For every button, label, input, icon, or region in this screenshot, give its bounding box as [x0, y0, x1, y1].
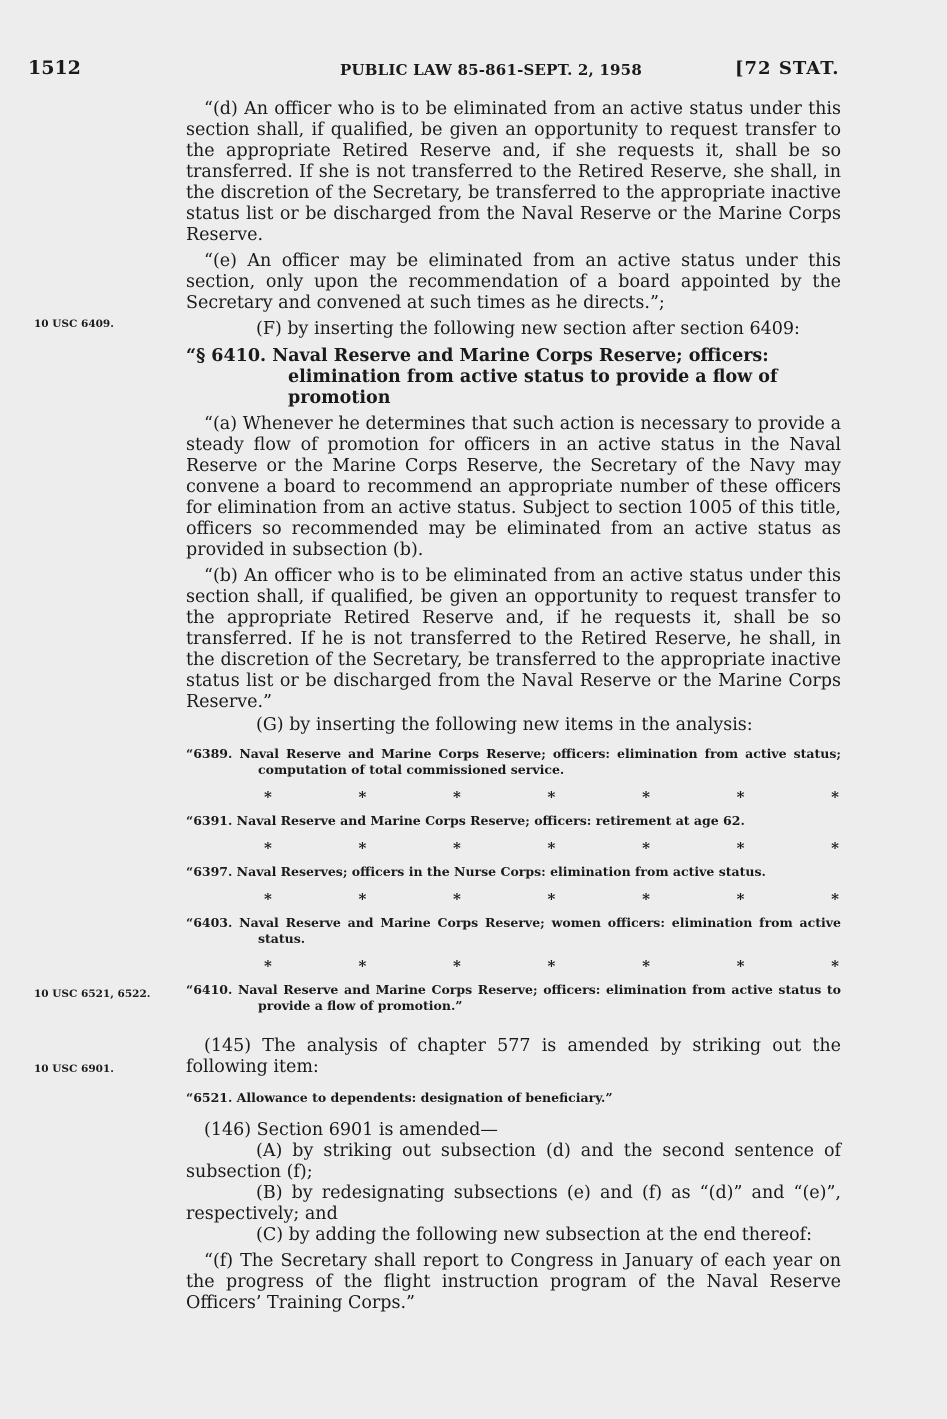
body-text: [186, 99, 841, 1314]
paragraph-g-clause: (G) by inserting the following new items in the analysis:: [256, 715, 753, 735]
star: *: [264, 839, 272, 857]
ellipsis-stars: [186, 787, 841, 806]
star: *: [642, 788, 650, 806]
star: *: [831, 788, 839, 806]
clause-c: (C) by adding the following new subsection at the end thereof:: [256, 1225, 813, 1245]
clause-b: (B) by redesignating subsections (e) and (f) as “(d)” and “(e)”, respectively; and: [186, 1183, 841, 1224]
analysis-item: “6397. Naval Reserves; officers in the Nurse Corps: elimination from active status.: [186, 864, 766, 879]
margin-note-6901: 10 USC 6901.: [34, 1063, 114, 1075]
star: *: [736, 890, 745, 908]
star: *: [547, 839, 556, 857]
analysis-item: “6410. Naval Reserve and Marine Corps Reserve; officers: elimination from active status to provide a flow of promotion.”: [186, 982, 841, 1013]
star: *: [453, 890, 461, 908]
paragraph-145: (145) The analysis of chapter 577 is amended by striking out the following item:: [186, 1036, 841, 1077]
star: *: [264, 788, 272, 806]
ellipsis-stars: [186, 956, 841, 975]
star: *: [642, 890, 650, 908]
star: *: [642, 839, 650, 857]
star: *: [831, 890, 839, 908]
analysis-item: “6391. Naval Reserve and Marine Corps Reserve; officers: retirement at age 62.: [186, 813, 745, 828]
star: *: [358, 788, 367, 806]
star: *: [358, 890, 367, 908]
star: *: [453, 788, 461, 806]
star: *: [547, 957, 556, 975]
section-heading: “§ 6410. Naval Reserve and Marine Corps Reserve; officers: elimination from active status to provide a flow of promotion: [186, 346, 778, 408]
star: *: [831, 957, 839, 975]
statute-reference: [72 STAT.: [735, 58, 840, 79]
analysis-item: “6403. Naval Reserve and Marine Corps Reserve; women officers: elimination from active status.: [186, 915, 841, 946]
star: *: [736, 788, 745, 806]
star: *: [358, 957, 367, 975]
star: *: [547, 788, 556, 806]
paragraph-a: “(a) Whenever he determines that such action is necessary to provide a steady flow of promotion for officers in an active status in the Naval Reserve or the Marine Corps Reserve, the Secretary of the Navy may convene a board to recommend an appropriate number of these officers for elimination from an active status. Subject to section 1005 of this title, officers so recommended may be eliminated from an active status as provided in subsection (b).: [186, 414, 841, 560]
star: *: [264, 890, 272, 908]
clause-a: (A) by striking out subsection (d) and the second sentence of subsection (f);: [186, 1141, 841, 1182]
star: *: [736, 839, 745, 857]
analysis-item: “6389. Naval Reserve and Marine Corps Reserve; officers: elimination from active status; computation of total commissioned service.: [186, 746, 841, 777]
running-title: PUBLIC LAW 85-861-SEPT. 2, 1958: [340, 61, 642, 79]
paragraph-d: “(d) An officer who is to be eliminated from an active status under this section shall, if qualified, be given an opportunity to request transfer to the appropriate Retired Reserve and, if she requests it, shall be so transferred. If she is not transferred to the Retired Reserve, she shall, in the discretion of the Secretary, be transferred to the appropriate inactive status list or be discharged from the Naval Reserve or the Marine Corps Reserve.: [186, 99, 841, 245]
ellipsis-stars: [186, 838, 841, 857]
star: *: [642, 957, 650, 975]
paragraph-146: (146) Section 6901 is amended—: [204, 1120, 498, 1140]
star: *: [831, 839, 839, 857]
star: *: [453, 839, 461, 857]
star: *: [736, 957, 745, 975]
paragraph-e: “(e) An officer may be eliminated from an active status under this section, only upon the recommendation of a board appointed by the Secretary and convened at such times as he directs.”;: [186, 251, 841, 313]
star: *: [358, 839, 367, 857]
margin-note-6409: 10 USC 6409.: [34, 318, 114, 330]
star: *: [264, 957, 272, 975]
paragraph-f-report: “(f) The Secretary shall report to Congress in January of each year on the progress of the flight instruction program of the Naval Reserve Officers’ Training Corps.”: [186, 1251, 841, 1313]
struck-item: “6521. Allowance to dependents: designation of beneficiary.”: [186, 1090, 613, 1105]
star: *: [547, 890, 556, 908]
star: *: [453, 957, 461, 975]
margin-note-6521: 10 USC 6521, 6522.: [34, 988, 151, 1000]
paragraph-f-clause: (F) by inserting the following new section after section 6409:: [256, 319, 800, 339]
page-number: 1512: [28, 57, 81, 79]
paragraph-b: “(b) An officer who is to be eliminated from an active status under this section shall, if qualified, be given an opportunity to request transfer to the appropriate Retired Reserve and, if he requests it, shall be so transferred. If he is not transferred to the Retired Reserve, he shall, in the discretion of the Secretary, be transferred to the appropriate inactive status list or be discharged from the Naval Reserve or the Marine Corps Reserve.”: [186, 566, 841, 712]
ellipsis-stars: [186, 889, 841, 908]
